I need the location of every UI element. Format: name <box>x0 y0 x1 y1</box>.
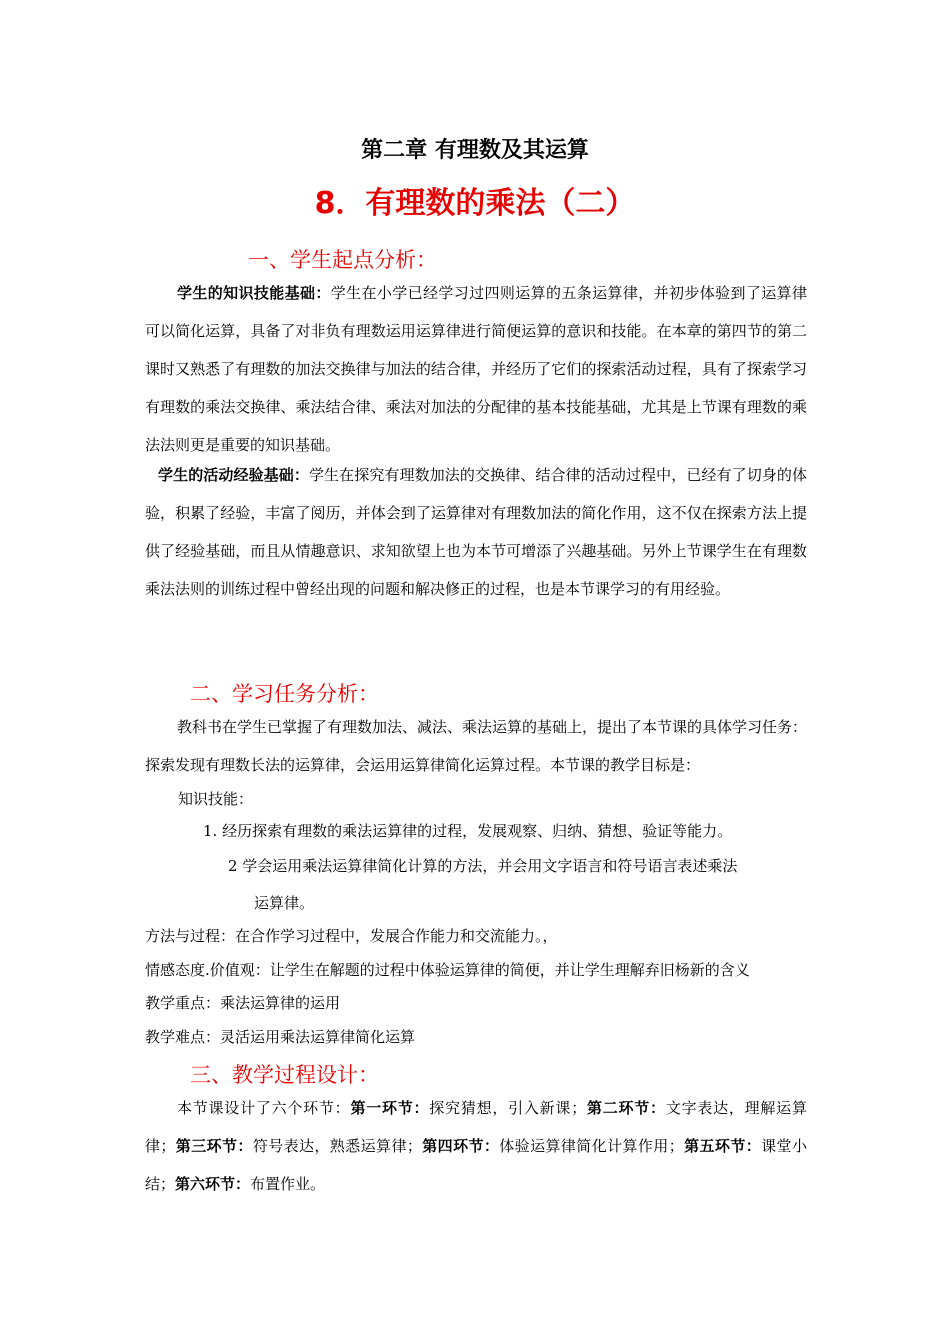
section2-intro: 教科书在学生已掌握了有理数加法、减法、乘法运算的基础上，提出了本节课的具体学习任务：探索发现有理数长法的运算律，会运用运算律简化运算过程。本节课的教学目标是： <box>145 718 808 774</box>
stage6-text: 布置作业。 <box>250 1175 326 1193</box>
activity-basis-text: 学生在探究有理数加法的交换律、结合律的活动过程中，已经有了切身的体验，积累了经验，丰富了阅历，并体会到了运算律对有理数加法的简化作用，这不仅在探索方法上提供了经验基础，而且从情趣意识、求知欲望上也为本节可增添了兴趣基础。另外上节课学生在有理数乘法法则的训练过程中曾经出现的问题和解决修正的过程，也是本节课学习的有用经验。 <box>145 466 807 598</box>
stage6-label: 第六环节： <box>175 1175 251 1193</box>
stage3-text: 符号表达，熟悉运算律； <box>252 1137 422 1155</box>
section2-heading: 二、学习任务分析： <box>190 682 379 706</box>
knowledge-basis-label: 学生的知识技能基础： <box>177 284 331 302</box>
section1-paragraph2 <box>145 456 807 608</box>
stage5-label: 第五环节： <box>683 1137 762 1155</box>
section3-heading: 三、教学过程设计： <box>190 1063 379 1087</box>
stage4-label: 第四环节： <box>421 1137 500 1155</box>
process-intro: 本节课设计了六个环节： <box>177 1099 351 1117</box>
teaching-difficulty: 教学难点：灵活运用乘法运算律简化运算 <box>145 1028 416 1046</box>
section1-heading: 一、学生起点分析： <box>248 248 437 272</box>
stage5-text: 课堂小结； <box>145 1137 807 1193</box>
lesson-title: 8．有理数的乘法（二） <box>314 186 636 221</box>
stage1-label: 第一环节： <box>350 1099 430 1117</box>
objective-item-2-line2: 运算律。 <box>254 894 315 912</box>
section3-paragraph <box>145 1089 807 1203</box>
objective-item-1: 1. 经历探索有理数的乘法运算律的过程，发展观察、归纳、猜想、验证等能力。 <box>203 822 733 840</box>
teaching-key-point: 教学重点：乘法运算律的运用 <box>145 994 341 1012</box>
stage3-label: 第三环节： <box>175 1137 253 1155</box>
stage4-text: 体验运算律简化计算作用； <box>499 1137 684 1155</box>
knowledge-basis-text: 学生在小学已经学习过四则运算的五条运算律，并初步体验到了运算律可以简化运算，具备了对非负有理数运用运算律进行简便运算的意识和技能。在本章的第四节的第二课时又熟悉了有理数的加法交换律与加法的结合律，并经历了它们的探索活动过程，具有了探索学习有理数的乘法交换律、乘法结合律、乘法对加法的分配律的基本技能基础，尤其是上节课有理数的乘法法则更是重要的知识基础。 <box>145 284 807 454</box>
chapter-title: 第二章 有理数及其运算 <box>361 138 589 163</box>
objective-item-2-line1: 2 学会运用乘法运算律简化计算的方法，并会用文字语言和符号语言表述乘法 <box>228 857 738 875</box>
emotion-values: 情感态度.价值观：让学生在解题的过程中体验运算律的简便，并让学生理解弃旧杨新的含义 <box>145 961 750 979</box>
stage2-text: 文字表达，理解运算律； <box>145 1099 807 1155</box>
section1-paragraph1 <box>145 274 807 464</box>
method-process: 方法与过程：在合作学习过程中，发展合作能力和交流能力。， <box>145 927 558 945</box>
stage1-text: 探究猜想，引入新课； <box>429 1099 587 1117</box>
skills-label: 知识技能： <box>178 790 254 808</box>
activity-basis-label: 学生的活动经验基础： <box>158 466 309 484</box>
stage2-label: 第二环节： <box>586 1099 666 1117</box>
